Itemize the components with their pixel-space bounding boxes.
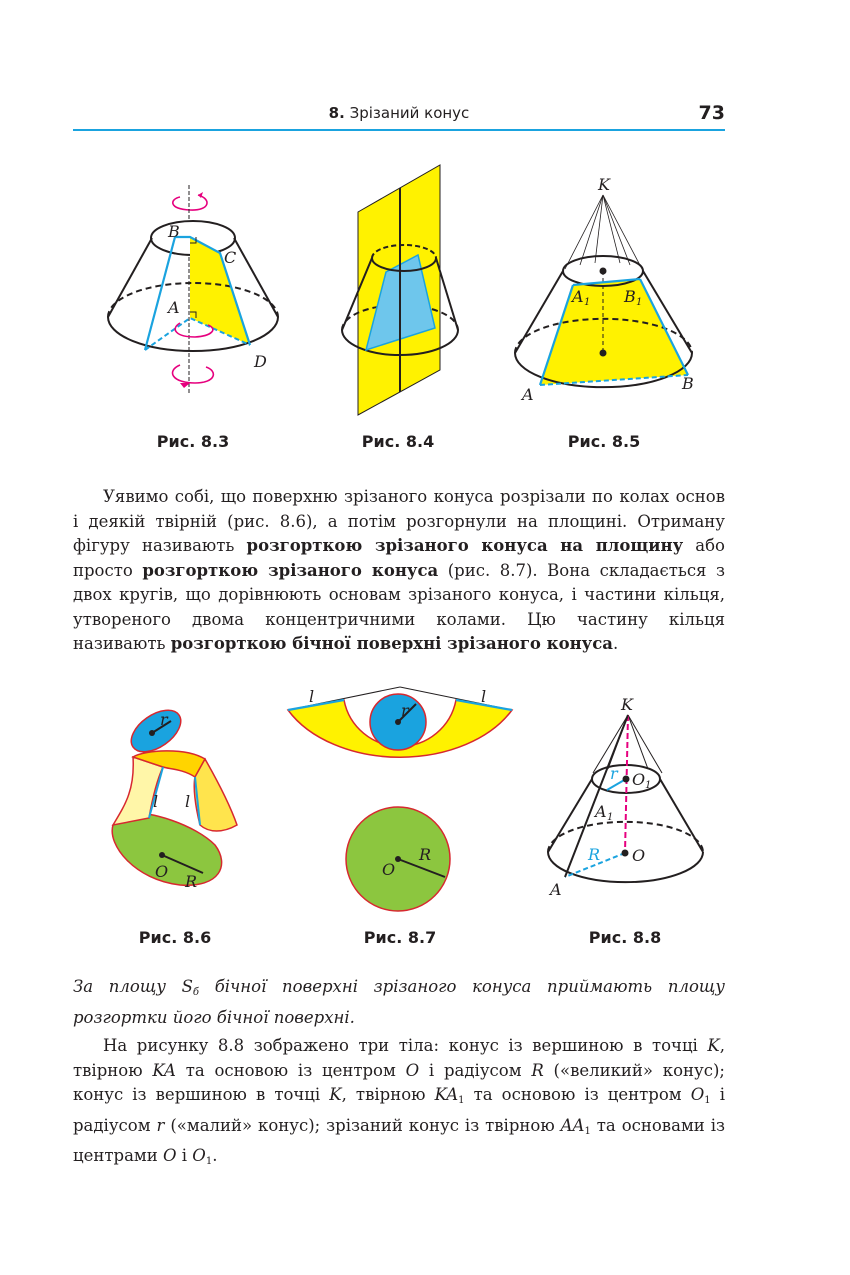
p2-var: R <box>531 1060 544 1080</box>
figure-8-6 <box>105 695 250 900</box>
label-R: R <box>185 872 198 891</box>
paragraph-development <box>73 485 725 657</box>
p2-var: K <box>707 1036 720 1055</box>
running-header <box>73 100 725 130</box>
p2-var: O <box>162 1146 177 1165</box>
bottom-base-front <box>548 852 703 882</box>
p1-text-2: або просто <box>73 536 725 580</box>
p2-text: , твірною <box>73 1036 725 1080</box>
lateral-sheet-right <box>194 759 237 831</box>
p2-text: На рисунку 8.8 зображено три тіла: конус із вершиною в точці <box>103 1036 708 1055</box>
label-r: r <box>160 710 168 729</box>
p2-var: O <box>405 1060 420 1080</box>
label-r: r <box>610 764 618 783</box>
p2-var: AA <box>560 1115 585 1135</box>
p2-text: та основою із центром <box>175 1060 406 1080</box>
label-O1: O <box>632 770 646 789</box>
label-B1-sub: 1 <box>636 297 643 308</box>
label-K: K <box>598 175 610 194</box>
label-R: R <box>588 845 601 864</box>
label-O: O <box>382 860 396 879</box>
label-A1: A <box>572 287 584 306</box>
p2-var: O <box>690 1085 705 1104</box>
p2-var: K <box>329 1085 342 1104</box>
chapter-title: Зрізаний конус <box>349 104 470 122</box>
label-A1-sub: 1 <box>584 297 591 308</box>
label-A1: A <box>595 802 607 821</box>
p2-text: та основами із центрами <box>73 1115 725 1165</box>
chapter-number: 8. <box>328 104 345 122</box>
caption-8-7: Рис. 8.7 <box>363 928 437 947</box>
p2-text: , твірною <box>341 1085 435 1104</box>
p2-sub: 1 <box>205 1156 213 1167</box>
label-D: D <box>254 352 267 371</box>
label-B: B <box>168 222 180 241</box>
chapter-heading <box>73 104 725 122</box>
label-l-left: l <box>153 792 159 811</box>
caption-8-6: Рис. 8.6 <box>138 928 212 947</box>
label-A: A <box>168 298 180 317</box>
caption-8-8: Рис. 8.8 <box>588 928 662 947</box>
header-rule <box>73 129 725 131</box>
label-A: A <box>522 385 534 404</box>
label-l-right: l <box>481 687 487 706</box>
p2-text: і <box>176 1146 193 1165</box>
left-generatrix <box>145 237 175 350</box>
bottom-base-front <box>108 317 278 351</box>
p2-var: KA <box>152 1060 176 1080</box>
definition-lateral-area <box>73 975 725 1030</box>
caption-8-3: Рис. 8.3 <box>156 432 230 451</box>
def-text-2: бічної поверхні зрізаного конуса приймають площу розгортки його бічної поверхні. <box>73 977 725 1027</box>
rotation-arrow-bottom <box>173 365 214 383</box>
label-B1: B <box>624 287 636 306</box>
label-O: O <box>632 846 646 865</box>
p2-text: («малий» конус); зрізаний конус із твірною <box>164 1115 561 1135</box>
p2-text: та основою із центром <box>464 1085 691 1104</box>
label-A1-sub: 1 <box>607 812 614 823</box>
term-frustum-development-on-plane: розгорткою зрізаного конуса на площину <box>246 536 684 555</box>
p2-text: . <box>212 1146 218 1165</box>
label-C: C <box>224 248 237 267</box>
rotation-arrow-top <box>173 195 207 210</box>
caption-8-4: Рис. 8.4 <box>361 432 435 451</box>
label-O1-sub: 1 <box>645 780 652 791</box>
figure-8-5 <box>510 175 710 410</box>
def-text-1: За площу <box>73 977 182 996</box>
page-number: 73 <box>698 102 725 124</box>
p2-var: r <box>156 1115 165 1135</box>
paragraph-three-solids <box>73 1034 725 1175</box>
def-symbol-sub: б <box>192 987 200 998</box>
p2-sub: 1 <box>704 1095 711 1106</box>
label-B: B <box>682 374 694 393</box>
p2-var: KA <box>434 1085 459 1104</box>
caption-8-5: Рис. 8.5 <box>567 432 641 451</box>
figure-8-3 <box>100 175 300 405</box>
label-r: r <box>401 701 409 720</box>
label-l-right: l <box>185 792 191 811</box>
figure-8-8 <box>540 695 715 905</box>
p1-text-3: (рис. 8.7). Вона складається з двох кругів, що дорівнюють основам зрізаного конуса, і частини кільця, утвореного двома концентричними колами. Цю частину кільця називають <box>73 560 725 653</box>
figure-8-7 <box>283 682 518 917</box>
p1-text-1: Уявимо собі, що поверхню зрізаного конуса розрізали по колах основ і деякій твірній (рис. 8.6), а потім розгорнули на площині. Отриману фігуру називають <box>73 487 725 555</box>
label-l-left: l <box>309 687 315 706</box>
p1-text-4: . <box>612 634 619 653</box>
def-symbol-S: S <box>181 977 193 996</box>
p2-text: і радіусом <box>73 1085 725 1135</box>
label-O: O <box>155 862 169 881</box>
figure-8-4 <box>330 160 470 420</box>
p2-text: («великий» конус); конус із вершиною в точці <box>73 1060 725 1104</box>
axis <box>625 715 628 853</box>
p2-sub: 1 <box>584 1125 591 1137</box>
p2-sub: 1 <box>458 1095 465 1106</box>
label-A: A <box>550 880 562 899</box>
p2-var: O <box>192 1146 206 1165</box>
p2-text: і радіусом <box>419 1060 532 1080</box>
label-K: K <box>621 695 633 714</box>
label-R: R <box>419 845 432 864</box>
term-lateral-surface-development: розгорткою бічної поверхні зрізаного конуса <box>170 634 613 653</box>
term-frustum-development: розгорткою зрізаного конуса <box>142 560 439 580</box>
